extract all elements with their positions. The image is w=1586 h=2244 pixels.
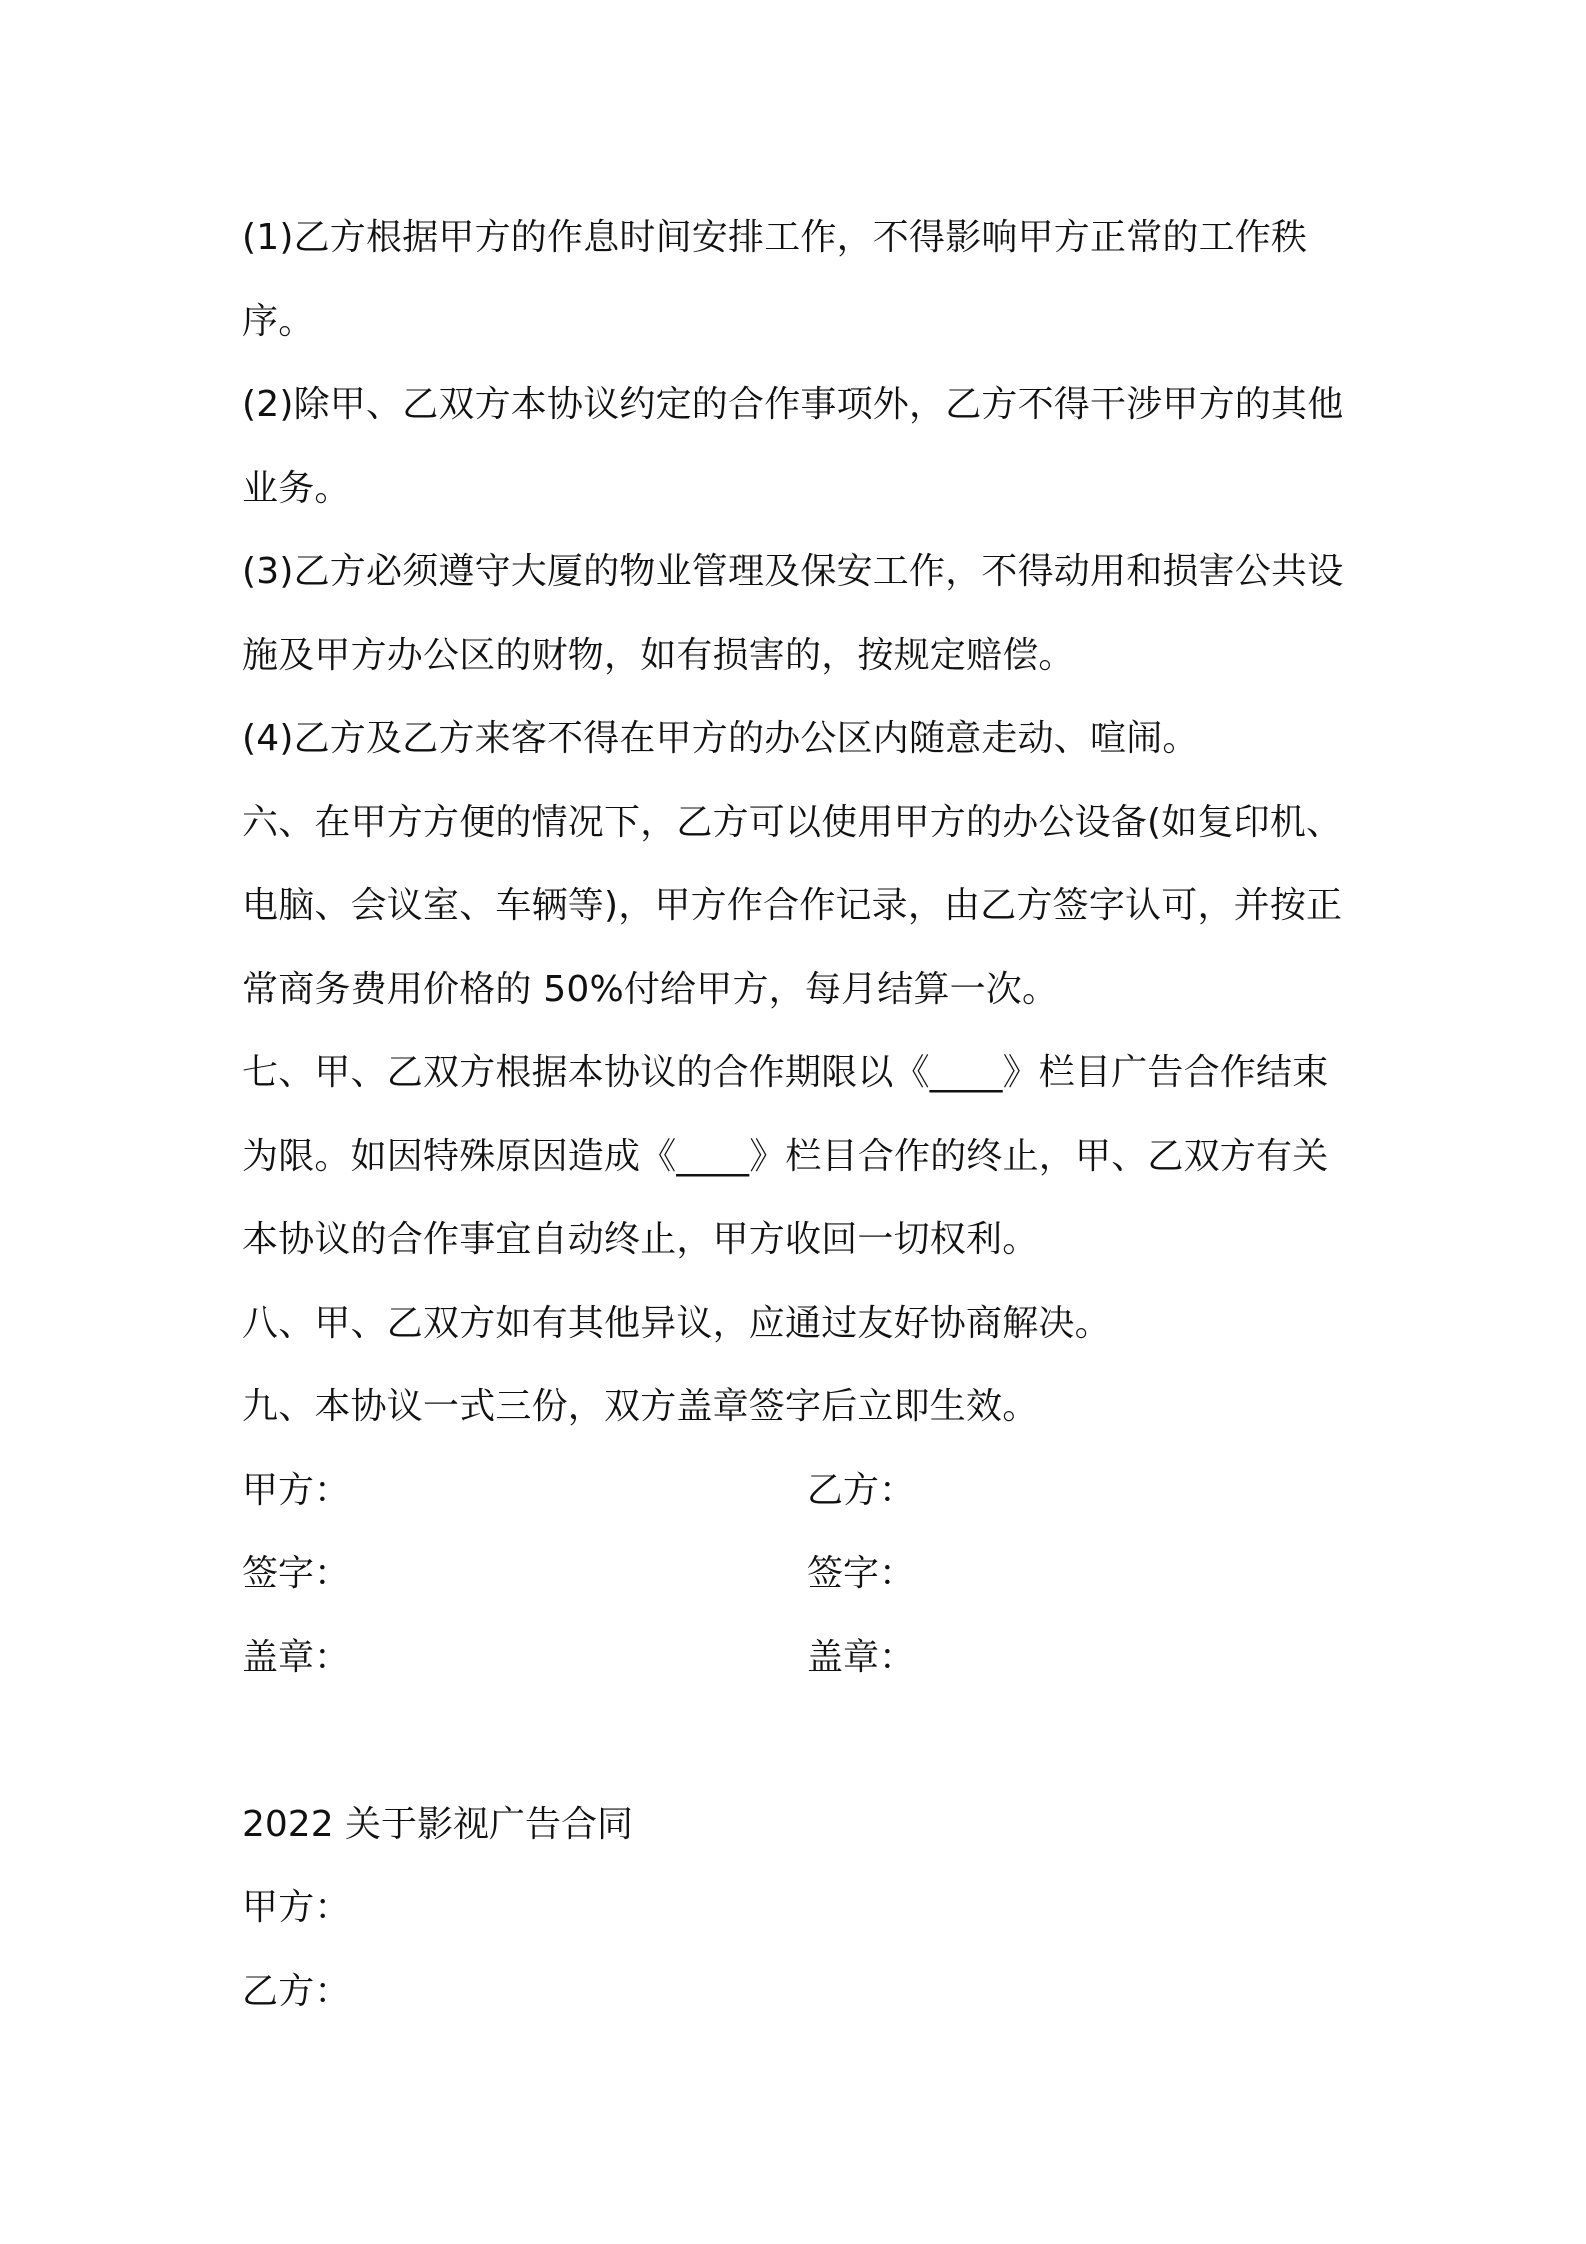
clause-six: 六、在甲方方便的情况下，乙方可以使用甲方的办公设备(如复印机、电脑、会议室、车辆等)，甲方作合作记录，由乙方签字认可，并按正常商务费用价格的 50%付给甲方，每月结算一次。	[242, 801, 1343, 1010]
signature-row-seal	[242, 1616, 1362, 1700]
clause-2: (2)除甲、乙双方本协议约定的合作事项外，乙方不得干涉甲方的其他业务。	[242, 384, 1344, 509]
clause-seven: 七、甲、乙双方根据本协议的合作期限以《____》栏目广告合作结束为限。如因特殊原因造成《____》栏目合作的终止，甲、乙双方有关本协议的合作事宜自动终止，甲方收回一切权利。	[242, 1052, 1329, 1260]
clause-3: (3)乙方必须遵守大厦的物业管理及保安工作，不得动用和损害公共设施及甲方办公区的财物，如有损害的，按规定赔偿。	[242, 551, 1344, 676]
clause-nine: 九、本协议一式三份，双方盖章签字后立即生效。	[242, 1386, 1039, 1427]
signature-row-party	[242, 1449, 1362, 1533]
seal-b-label: 盖章：	[807, 1636, 916, 1678]
clause-1: (1)乙方根据甲方的作息时间安排工作，不得影响甲方正常的工作秩序。	[242, 217, 1308, 342]
next-contract-party-b: 乙方：	[242, 1970, 351, 2012]
party-a-label: 甲方：	[242, 1469, 351, 1511]
signature-row-sign	[242, 1532, 1362, 1616]
sign-a-label: 签字：	[242, 1553, 351, 1594]
document-body	[242, 196, 1362, 2033]
sign-b-label: 签字：	[807, 1553, 916, 1594]
party-b-label: 乙方：	[807, 1469, 916, 1511]
section-gap	[242, 1699, 1362, 1783]
next-contract-title: 2022 关于影视广告合同	[242, 1803, 634, 1845]
next-contract-party-a: 甲方：	[242, 1887, 351, 1928]
seal-a-label: 盖章：	[242, 1636, 351, 1678]
clause-eight: 八、甲、乙双方如有其他异议，应通过友好协商解决。	[242, 1302, 1111, 1344]
clause-4: (4)乙方及乙方来客不得在甲方的办公区内随意走动、喧闹。	[242, 718, 1199, 759]
